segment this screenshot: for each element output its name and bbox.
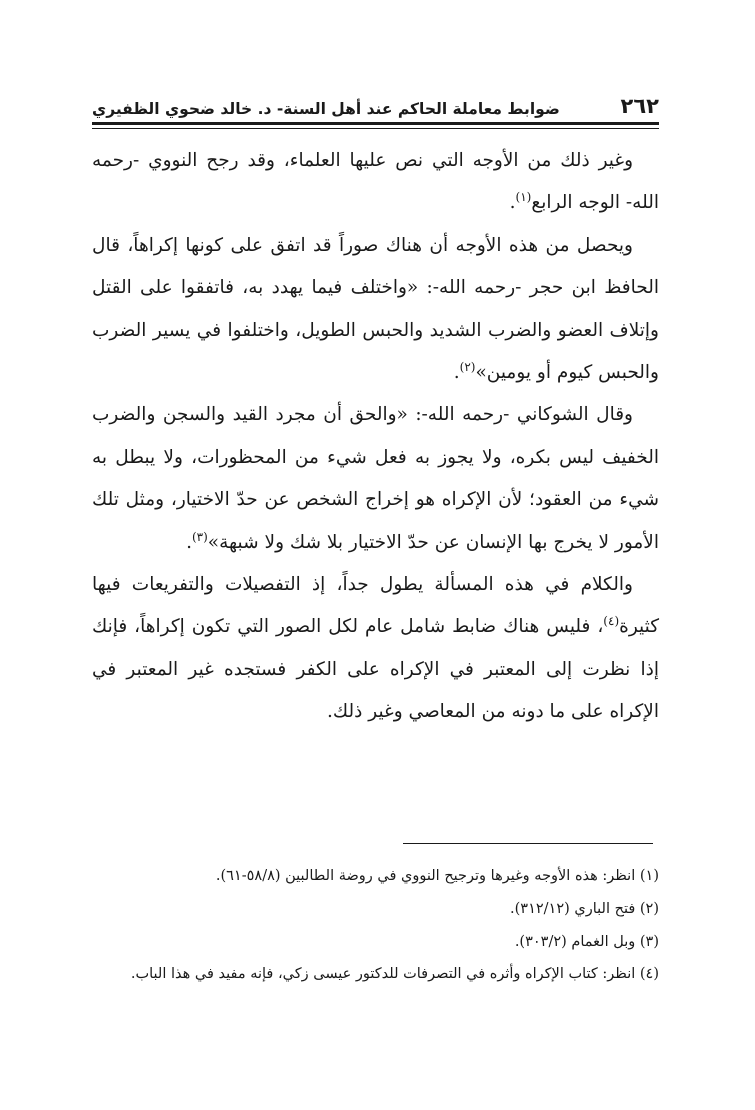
footnote-2: (٢) فتح الباري (٣١٢/١٢). xyxy=(510,901,659,917)
paragraph-2-text: ويحصل من هذه الأوجه أن هناك صوراً قد اتفق على كونها إكراهاً، قال الحافظ ابن حجر -رحمه الله-: «واختلف فيما يهدد به، فاتفقوا على القتل وإتلاف العضو والضرب الشديد والحبس الطويل، واختلفوا في يسير الضرب والحبس كيوم أو يومين» xyxy=(92,234,659,384)
paragraph-2-end: . xyxy=(453,362,460,384)
paragraph-1-end: . xyxy=(509,192,516,214)
paragraph-3-end: . xyxy=(186,531,192,553)
footnotes xyxy=(92,860,659,989)
footnote-3: (٣) وبل الغمام (٣٠٣/٢). xyxy=(514,934,659,950)
page-number: ٢٦٢ xyxy=(620,94,659,118)
page-header xyxy=(92,84,659,118)
paragraph-1 xyxy=(92,140,659,225)
footnote-4: (٤) انظر: كتاب الإكراه وأثره في التصرفات للدكتور عيسى زكي، فإنه مفيد في هذا الباب. xyxy=(130,966,659,982)
header-rule-thin xyxy=(92,128,659,129)
paragraph-4-text-b: ، فليس هناك ضابط شامل عام لكل الصور التي تكون إكراهاً، فإنك إذا نظرت إلى المعتبر في الإكراه على الكفر فستجده غير المعتبر في الإكراه على ما دونه من المعاصي وغير ذلك. xyxy=(92,616,659,723)
footnote-ref-3[interactable]: (٣) xyxy=(191,529,208,544)
paragraph-3-text: وقال الشوكاني -رحمه الله-: «والحق أن مجرد القيد والسجن والضرب الخفيف ليس بكره، ولا يجوز به فعل شيء من المحظورات، ولا يبطل به شيء من العقود؛ لأن الإكراه هو إخراج الشخص عن حدّ الاختيار، ومثل تلك الأمور لا يخرج بها الإنسان عن حدّ الاختيار بلا شك ولا شبهة» xyxy=(92,404,659,553)
footnote-ref-4[interactable]: (٤) xyxy=(603,614,620,629)
footnote-1: (١) انظر: هذه الأوجه وغيرها وترجيح النووي في روضة الطالبين (٥٨/٨-٦١). xyxy=(215,868,659,884)
footnote-separator xyxy=(403,843,653,844)
running-title: ضوابط معاملة الحاكم عند أهل السنة- د. خالد ضحوي الظفيري xyxy=(92,100,560,118)
paragraph-4-text-a: والكلام في هذه المسألة يطول جداً، إذ التفصيلات والتفريعات فيها كثيرة xyxy=(92,574,659,638)
main-text xyxy=(92,140,659,734)
footnote-ref-1[interactable]: (١) xyxy=(515,190,532,205)
footnote-ref-2[interactable]: (٢) xyxy=(459,360,476,375)
paragraph-2 xyxy=(92,225,659,395)
header-rule-thick xyxy=(92,122,659,125)
paragraph-1-text: وغير ذلك من الأوجه التي نص عليها العلماء، وقد رجح النووي -رحمه الله- الوجه الرابع xyxy=(92,150,659,214)
paragraph-4 xyxy=(92,564,659,734)
paragraph-3 xyxy=(92,394,659,564)
